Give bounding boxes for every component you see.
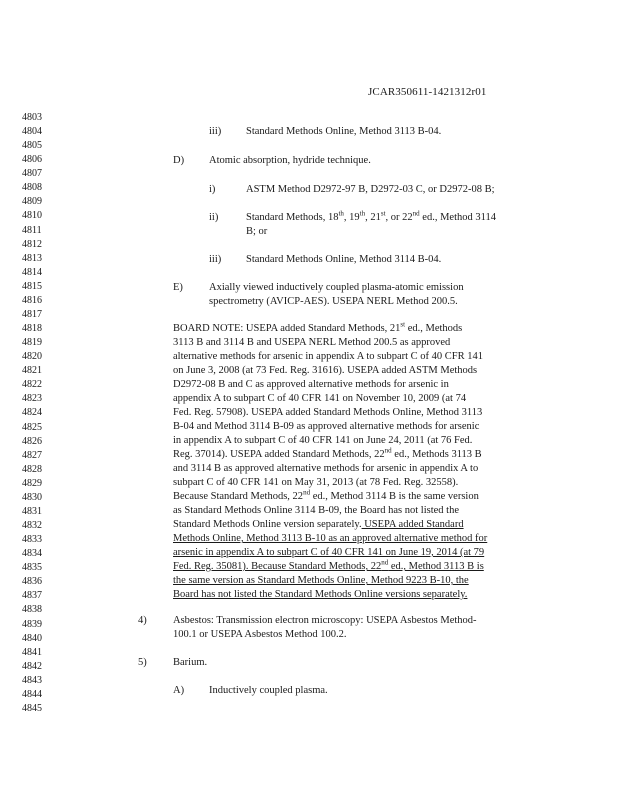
line-number: 4842 [22,660,42,672]
line-number: 4810 [22,210,42,222]
line-number: 4833 [22,534,42,546]
section-d-label: D) [173,155,185,166]
line-number: 4813 [22,252,42,264]
line-number: 4820 [22,351,42,363]
section-e-line2: spectrometry (AVICP-AES). USEPA NERL Method 200.5. [209,296,458,307]
line-number: 4817 [22,308,42,320]
line-number: 4807 [22,168,42,180]
line-number: 4814 [22,266,42,278]
line-number: 4827 [22,449,42,461]
line-number: 4826 [22,435,42,447]
section-e-line1: Axially viewed inductively coupled plasma-atomic emission [209,282,464,293]
note-line-underlined: Fed. Reg. 35081). Because Standard Methods, 22nd ed., Method 3113 B is [173,558,484,572]
note-line: 3113 B and 3114 B and USEPA NERL Method 200.5 as approved [173,337,451,348]
line-number: 4803 [22,112,42,123]
note-line: BOARD NOTE: USEPA added Standard Methods, 21st ed., Methods [173,320,463,334]
note-line-underlined: Board has not listed the Standard Methods Online versions separately. [173,589,468,600]
line-number: 4845 [22,702,42,714]
line-number: 4828 [22,463,42,475]
note-line: D2972-08 B and C as approved alternative methods for arsenic in [173,379,449,390]
line-number: 4836 [22,576,42,588]
line-number: 4840 [22,632,42,644]
item-ii-text-cont: B; or [246,226,268,237]
line-number: 4837 [22,590,42,602]
line-number: 4815 [22,280,42,292]
section-a-text: Inductively coupled plasma. [209,685,328,696]
line-number: 4805 [22,140,42,152]
item-iii-b-text: Standard Methods Online, Method 3114 B-04. [246,254,442,265]
line-number: 4821 [22,365,42,377]
line-number: 4806 [22,154,42,166]
line-number: 4831 [22,505,42,517]
note-line: subpart C of 40 CFR 141 on May 31, 2013 (at 78 Fed. Reg. 32558). [173,477,459,488]
line-number: 4830 [22,491,42,503]
item-iii-number: iii) [209,126,222,137]
line-number: 4819 [22,337,42,349]
note-line: and 3114 B as approved alternative methods for arsenic in appendix A to [173,463,479,474]
line-number: 4834 [22,548,42,560]
document-id: JCAR350611-1421312r01 [368,86,487,98]
item-iii-b-number: iii) [209,254,222,265]
line-number: 4822 [22,379,42,391]
line-number: 4824 [22,407,42,419]
section-d-title: Atomic absorption, hydride technique. [209,155,371,166]
section-e-label: E) [173,282,183,293]
line-number: 4825 [22,421,42,433]
note-line: appendix A to subpart C of 40 CFR 141 on November 10, 2009 (at 74 [173,393,467,404]
item-4-line1: Asbestos: Transmission electron microscopy: USEPA Asbestos Method- [173,615,477,626]
line-number: 4844 [22,688,42,700]
line-number: 4809 [22,196,42,208]
note-line: in appendix A to subpart C of 40 CFR 141 on June 24, 2011 (at 76 Fed. [173,435,473,446]
line-number: 4829 [22,477,42,489]
note-line: Standard Methods Online version separately. USEPA added Standard [173,519,464,530]
note-line: on June 3, 2008 (at 73 Fed. Reg. 31616). USEPA added ASTM Methods [173,365,478,376]
line-number: 4804 [22,126,42,138]
line-number: 4818 [22,323,42,335]
item-ii-text: Standard Methods, 18th, 19th, 21st, or 22nd ed., Method 3114 [246,209,496,223]
note-line: alternative methods for arsenic in appendix A to subpart C of 40 CFR 141 [173,351,483,362]
line-number: 4816 [22,294,42,306]
item-i-text: ASTM Method D2972-97 B, D2972-03 C, or D2972-08 B; [246,184,495,195]
item-ii-number: ii) [209,212,219,223]
item-5-number: 5) [138,657,147,668]
line-number: 4838 [22,604,42,616]
item-5-title: Barium. [173,657,208,668]
line-number: 4841 [22,646,42,658]
line-number: 4811 [22,224,42,236]
section-a-label: A) [173,685,185,696]
line-number: 4832 [22,520,42,532]
line-number: 4835 [22,562,42,574]
line-number: 4843 [22,674,42,686]
note-line: B-04 and Method 3114 B-09 as approved alternative methods for arsenic [173,421,480,432]
note-line-underlined: arsenic in appendix A to subpart C of 40 CFR 141 on June 19, 2014 (at 79 [173,547,485,558]
item-4-line2: 100.1 or USEPA Asbestos Method 100.2. [173,629,347,640]
note-line: Reg. 37014). USEPA added Standard Methods, 22nd ed., Methods 3113 B [173,446,482,460]
line-number: 4839 [22,618,42,630]
item-4-number: 4) [138,615,147,626]
line-number: 4812 [22,238,42,250]
item-i-number: i) [209,184,216,195]
line-number: 4808 [22,182,42,194]
item-iii-text: Standard Methods Online, Method 3113 B-04. [246,126,442,137]
note-line-underlined: the same version as Standard Methods Online, Method 9223 B-10, the [173,575,469,586]
note-line: as Standard Methods Online 3114 B-09, the Board has not listed the [173,505,459,516]
note-line: Because Standard Methods, 22nd ed., Method 3114 B is the same version [173,488,479,502]
note-line-underlined: Methods Online, Method 3113 B-10 as an approved alternative method for [173,533,488,544]
note-line: Fed. Reg. 57908). USEPA added Standard Methods Online, Method 3113 [173,407,483,418]
line-number: 4823 [22,393,42,405]
